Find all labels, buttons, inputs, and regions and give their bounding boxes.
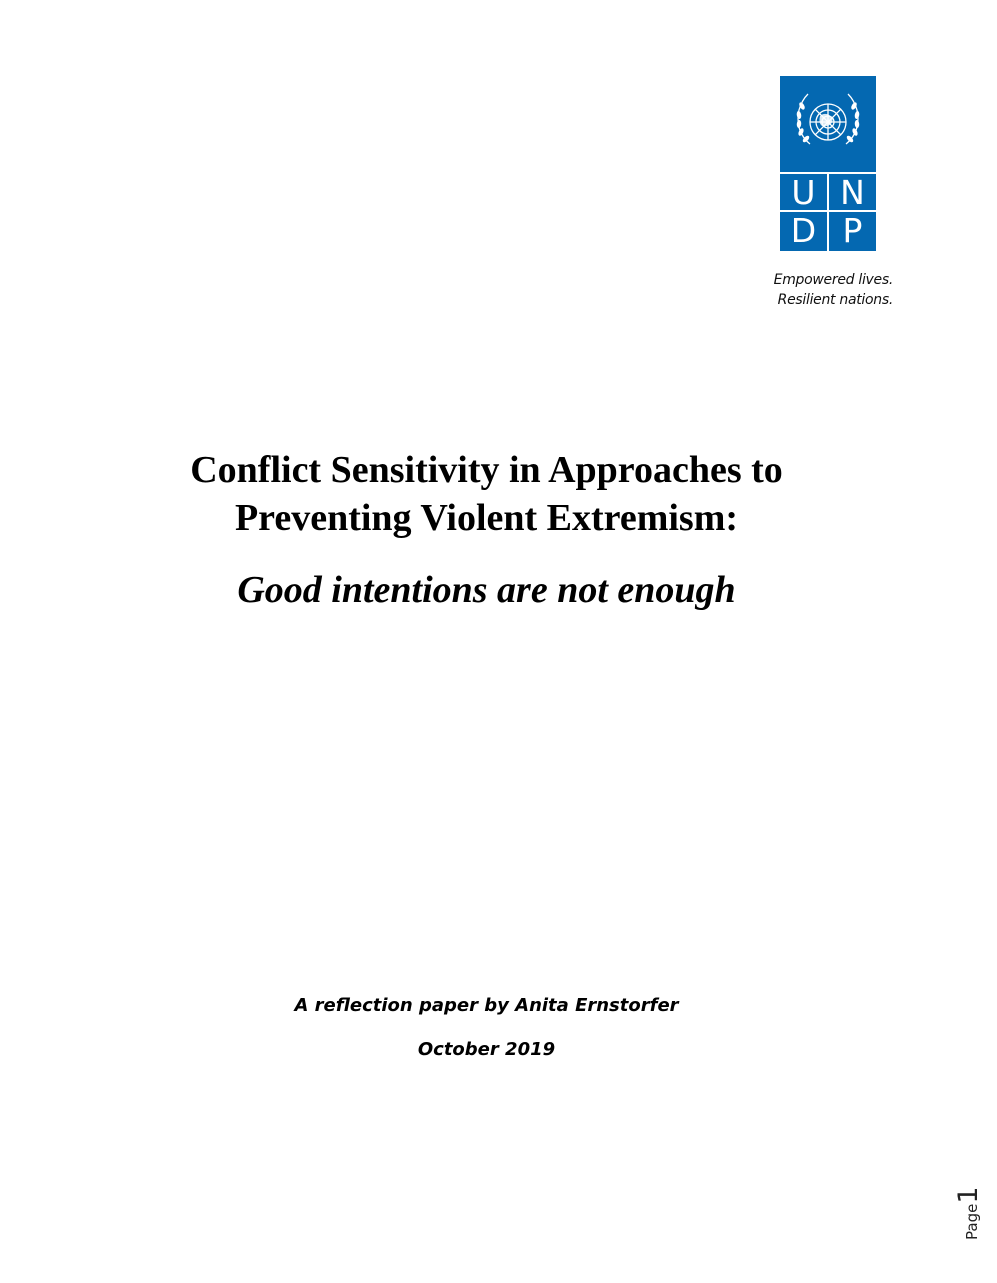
- page-label: Page: [963, 1203, 981, 1240]
- document-subtitle: Good intentions are not enough: [237, 569, 736, 611]
- tagline-line-1: Empowered lives.: [773, 272, 893, 288]
- logo-letter-u: U: [791, 173, 816, 212]
- undp-tagline: [730, 270, 893, 310]
- un-emblem-icon: [780, 76, 876, 172]
- undp-logo: [780, 76, 876, 251]
- logo-letter-p: P: [842, 211, 863, 250]
- page-number: [953, 1180, 983, 1240]
- title-line-1: Conflict Sensitivity in Approaches to: [190, 449, 783, 491]
- logo-letter-d: D: [790, 211, 817, 250]
- document-title: [100, 446, 873, 542]
- page-number-value: 1: [953, 1186, 984, 1204]
- logo-letter-n: N: [840, 173, 865, 212]
- publication-date: October 2019: [417, 1039, 556, 1060]
- tagline-line-2: Resilient nations.: [777, 292, 893, 308]
- title-line-2: Preventing Violent Extremism:: [234, 497, 739, 539]
- author-line: A reflection paper by Anita Ernstorfer: [294, 995, 679, 1016]
